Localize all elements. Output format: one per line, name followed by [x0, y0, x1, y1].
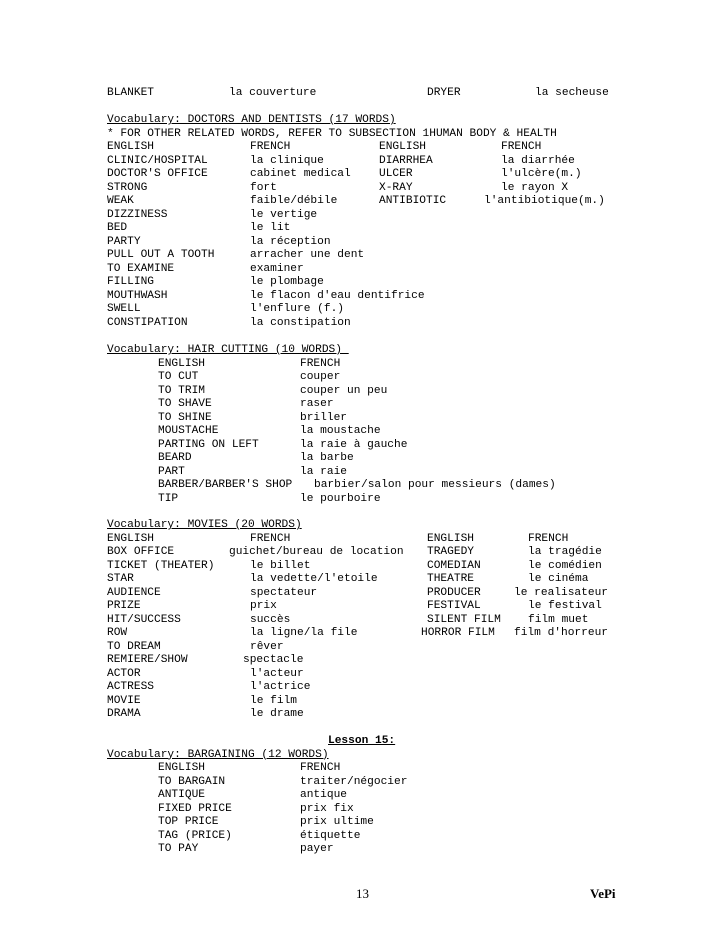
vocab-cell: FIXED PRICE: [158, 802, 232, 815]
column-header: FRENCH: [300, 357, 341, 370]
vocab-cell: la vedette/l'etoile: [250, 573, 378, 585]
vocab-cell: CONSTIPATION: [107, 316, 188, 329]
section-heading-hair-cutting: Vocabulary: HAIR CUTTING (10 WORDS): [107, 344, 349, 356]
vocab-cell: fort: [250, 181, 277, 194]
vocab-cell: BEARD: [158, 452, 192, 464]
vocab-cell: AUDIENCE: [107, 586, 161, 599]
vocab-cell: DOCTOR'S OFFICE: [107, 168, 208, 180]
vocab-cell: TIP: [158, 492, 179, 505]
vocab-cell: film muet: [528, 613, 589, 626]
vocab-cell: FESTIVAL: [427, 600, 481, 612]
vocab-cell: ULCER: [379, 168, 413, 180]
vocab-cell: TO PAY: [158, 843, 199, 855]
vocab-cell: la moustache: [300, 425, 381, 437]
vocab-cell: payer: [300, 843, 334, 855]
vocab-cell: WEAK: [107, 195, 134, 207]
vocab-cell: MOUSTACHE: [158, 425, 219, 437]
vocab-cell: TO DREAM: [107, 640, 161, 653]
vocab-cell: DIARRHEA: [379, 154, 433, 167]
column-header: ENGLISH: [427, 532, 474, 545]
vocab-cell: HORROR FILM: [421, 627, 495, 639]
vocab-cell: la barbe: [300, 452, 354, 464]
vocab-cell: l'antibiotique(m.): [484, 195, 605, 207]
vocab-cell: COMEDIAN: [427, 559, 481, 572]
vocab-cell: barbier/salon pour messieurs (dames): [314, 479, 556, 491]
vocab-cell: la ligne/la file: [250, 627, 358, 639]
top-row-english-1: BLANKET: [107, 87, 154, 99]
vocab-cell: la raie: [300, 465, 347, 478]
top-row-english-2: DRYER: [427, 87, 461, 99]
top-row-french-1: la couverture: [229, 87, 317, 99]
vocab-cell: STRONG: [107, 181, 148, 194]
vocab-cell: le comédien: [528, 559, 602, 572]
vocab-cell: le rayon X: [501, 181, 569, 194]
vocab-cell: le vertige: [250, 208, 318, 221]
vocab-cell: PULL OUT A TOOTH: [107, 249, 215, 261]
column-header: FRENCH: [250, 141, 291, 153]
vocab-cell: TO SHAVE: [158, 398, 212, 410]
top-row-french-2: la secheuse: [535, 87, 609, 99]
vocab-cell: PART: [158, 465, 185, 478]
vocab-cell: le pourboire: [300, 492, 381, 505]
vocab-cell: BARBER/BARBER'S SHOP: [158, 479, 293, 491]
vocab-cell: étiquette: [300, 829, 361, 842]
vocab-cell: THEATRE: [427, 573, 474, 585]
vocab-cell: la clinique: [250, 154, 324, 167]
vocab-cell: DRAMA: [107, 708, 141, 720]
column-header: ENGLISH: [158, 357, 205, 370]
vocab-cell: prix fix: [300, 802, 354, 815]
vocab-cell: la diarrhée: [501, 154, 575, 167]
vocab-cell: PRODUCER: [427, 586, 481, 599]
doctors-note: * FOR OTHER RELATED WORDS, REFER TO SUBSECTION 1HUMAN BODY & HEALTH: [107, 127, 557, 140]
vocab-cell: le flacon d'eau dentifrice: [250, 289, 425, 302]
column-header: FRENCH: [501, 141, 542, 153]
vocab-cell: prix: [250, 600, 277, 612]
vocab-cell: TO TRIM: [158, 384, 205, 397]
vocab-cell: BED: [107, 222, 128, 234]
vocab-cell: TICKET (THEATER): [107, 559, 215, 572]
vocab-cell: TO SHINE: [158, 411, 212, 424]
lesson-title: Lesson 15:: [328, 735, 396, 747]
vocab-cell: FILLING: [107, 276, 154, 288]
vocab-cell: ROW: [107, 627, 128, 639]
vocab-cell: la constipation: [250, 316, 351, 329]
vocab-cell: TO CUT: [158, 371, 199, 383]
column-header: FRENCH: [300, 762, 341, 774]
vocab-cell: l'enflure (f.): [250, 303, 344, 315]
vocab-cell: TAG (PRICE): [158, 829, 232, 842]
vocab-cell: STAR: [107, 573, 134, 585]
vocab-cell: TO BARGAIN: [158, 775, 226, 788]
vocab-cell: la raie à gauche: [300, 438, 408, 451]
vocab-cell: couper: [300, 371, 341, 383]
vocab-cell: TO EXAMINE: [107, 262, 175, 275]
vocab-cell: guichet/bureau de location: [229, 546, 404, 558]
vocab-cell: l'actrice: [250, 681, 311, 693]
vocab-cell: MOVIE: [107, 694, 141, 707]
vocab-cell: PARTY: [107, 235, 141, 248]
vocab-cell: couper un peu: [300, 384, 388, 397]
vocab-cell: spectateur: [250, 586, 318, 599]
vocab-cell: TOP PRICE: [158, 816, 219, 828]
vocab-cell: PARTING ON LEFT: [158, 438, 259, 451]
vocab-cell: le realisateur: [514, 586, 608, 599]
vocab-cell: le cinéma: [528, 573, 589, 585]
vocab-cell: l'acteur: [250, 667, 304, 680]
vocab-cell: antique: [300, 789, 347, 801]
vocab-cell: SILENT FILM: [427, 613, 501, 626]
vocab-cell: briller: [300, 411, 347, 424]
column-header: FRENCH: [528, 532, 569, 545]
vocab-cell: examiner: [250, 262, 304, 275]
vocab-cell: le film: [250, 694, 297, 707]
vocab-cell: le plombage: [250, 276, 324, 288]
vocab-cell: MOUTHWASH: [107, 289, 168, 302]
vocab-cell: le festival: [528, 600, 602, 612]
vocab-cell: spectacle: [243, 654, 304, 666]
vocab-cell: CLINIC/HOSPITAL: [107, 154, 208, 167]
vocab-cell: DIZZINESS: [107, 208, 168, 221]
vocab-cell: arracher une dent: [250, 249, 365, 261]
vocab-cell: TRAGEDY: [427, 546, 474, 558]
vocab-cell: cabinet medical: [250, 168, 351, 180]
vocab-cell: ANTIQUE: [158, 789, 205, 801]
vocab-cell: BOX OFFICE: [107, 546, 175, 558]
section-heading-bargaining: Vocabulary: BARGAINING (12 WORDS): [107, 748, 329, 761]
vocab-cell: ACTRESS: [107, 681, 154, 693]
page-number: 13: [356, 886, 369, 901]
vocab-cell: REMIERE/SHOW: [107, 654, 188, 666]
vocab-cell: X-RAY: [379, 181, 413, 194]
vocab-cell: ANTIBIOTIC: [379, 195, 447, 207]
vocab-cell: prix ultime: [300, 816, 374, 828]
column-header: ENGLISH: [107, 532, 154, 545]
column-header: ENGLISH: [107, 141, 154, 153]
vocab-cell: traiter/négocier: [300, 775, 408, 788]
vocab-cell: PRIZE: [107, 600, 141, 612]
vocab-cell: le billet: [250, 559, 311, 572]
column-header: FRENCH: [250, 532, 291, 545]
vocab-cell: succès: [250, 613, 291, 626]
vocab-cell: SWELL: [107, 303, 141, 315]
vocab-cell: la réception: [250, 235, 331, 248]
vocab-cell: rêver: [250, 640, 284, 653]
vocab-cell: faible/débile: [250, 195, 338, 207]
section-heading-movies: Vocabulary: MOVIES (20 WORDS): [107, 519, 302, 531]
footer-author: VePi: [590, 886, 616, 901]
vocab-cell: le drame: [250, 708, 304, 720]
column-header: ENGLISH: [158, 762, 205, 774]
vocab-cell: le lit: [250, 222, 291, 234]
column-header: ENGLISH: [379, 141, 426, 153]
vocab-cell: la tragédie: [528, 546, 602, 558]
section-heading-doctors: Vocabulary: DOCTORS AND DENTISTS (17 WORDS): [107, 114, 396, 126]
vocab-cell: l'ulcère(m.): [501, 168, 582, 180]
vocab-cell: film d'horreur: [514, 627, 608, 639]
vocab-cell: HIT/SUCCESS: [107, 613, 181, 626]
vocab-cell: ACTOR: [107, 667, 141, 680]
vocab-cell: raser: [300, 398, 334, 410]
